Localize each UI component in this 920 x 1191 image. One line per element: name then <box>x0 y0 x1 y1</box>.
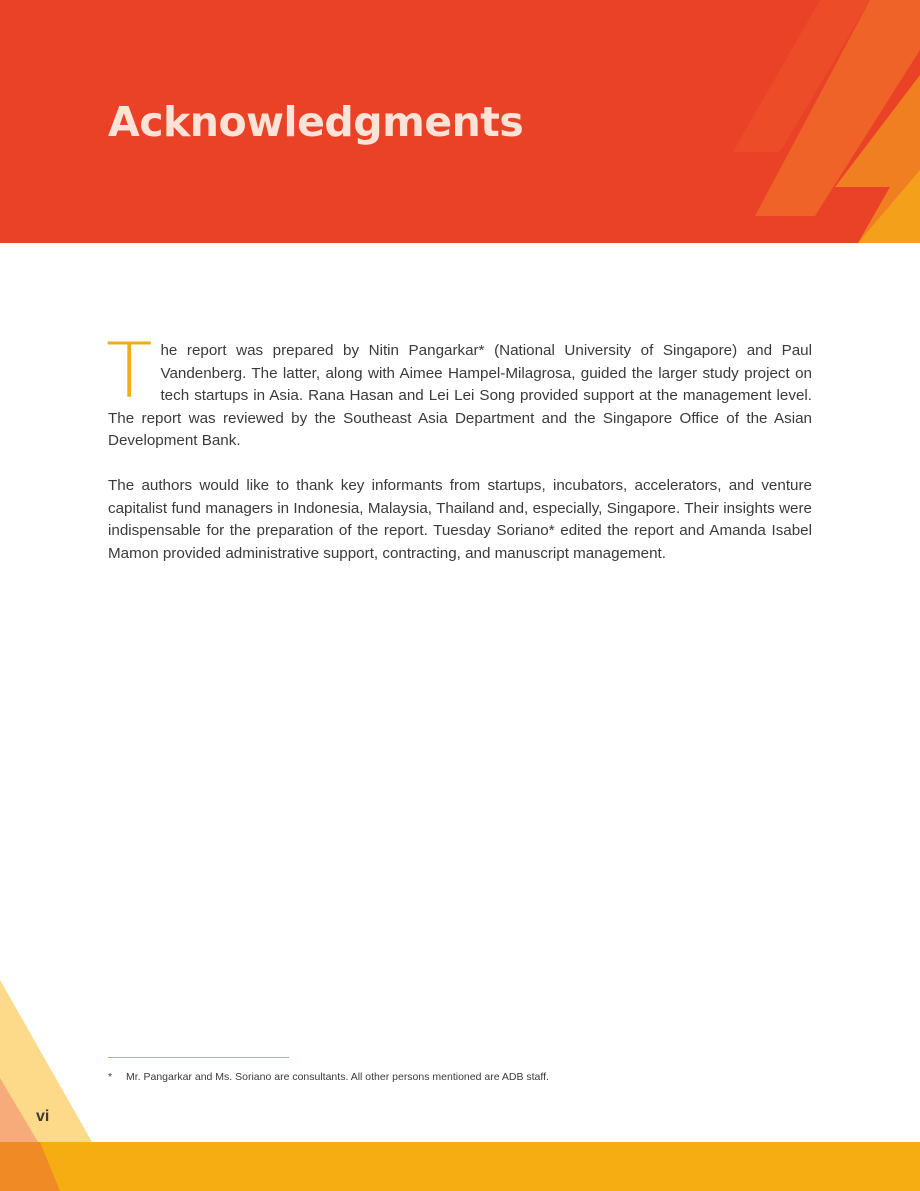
footnote <box>108 1071 808 1083</box>
footnote-mark: * <box>108 1071 113 1083</box>
paragraph-1 <box>106 326 812 453</box>
body-text <box>106 326 812 587</box>
page-title: Acknowledgments <box>108 98 524 146</box>
footnote-divider <box>108 1057 289 1058</box>
paragraph-2: The authors would like to thank key informants from startups, incubators, accelerators, and venture capitalist fund managers in Indonesia, Malaysia, Thailand and, especially, Singapore. Their insights were indispensable for the preparation of the report. Tuesday Soriano* edited the report and Amanda Isabel Mamon provided administrative support, contracting, and manuscript management. <box>108 476 812 562</box>
footer-band <box>0 1142 920 1191</box>
paragraph-1-text: he report was prepared by Nitin Pangarkar* (National University of Singapore) and Paul Vandenberg. The latter, along with Aimee Hampel-Milagrosa, guided the larger study project on tech startups in Asia. Rana Hasan and Lei Lei Song provided support at the management level. The report was reviewed by the Southeast Asia Department and the Singapore Office of the Asian Development Bank. <box>108 342 812 450</box>
bottom-corner-overlay <box>0 970 110 1191</box>
page-number: vi <box>36 1108 50 1125</box>
drop-cap: T <box>106 326 153 415</box>
header-band <box>0 0 920 243</box>
footnote-text: Mr. Pangarkar and Ms. Soriano are consultants. All other persons mentioned are ADB staff. <box>126 1071 549 1083</box>
